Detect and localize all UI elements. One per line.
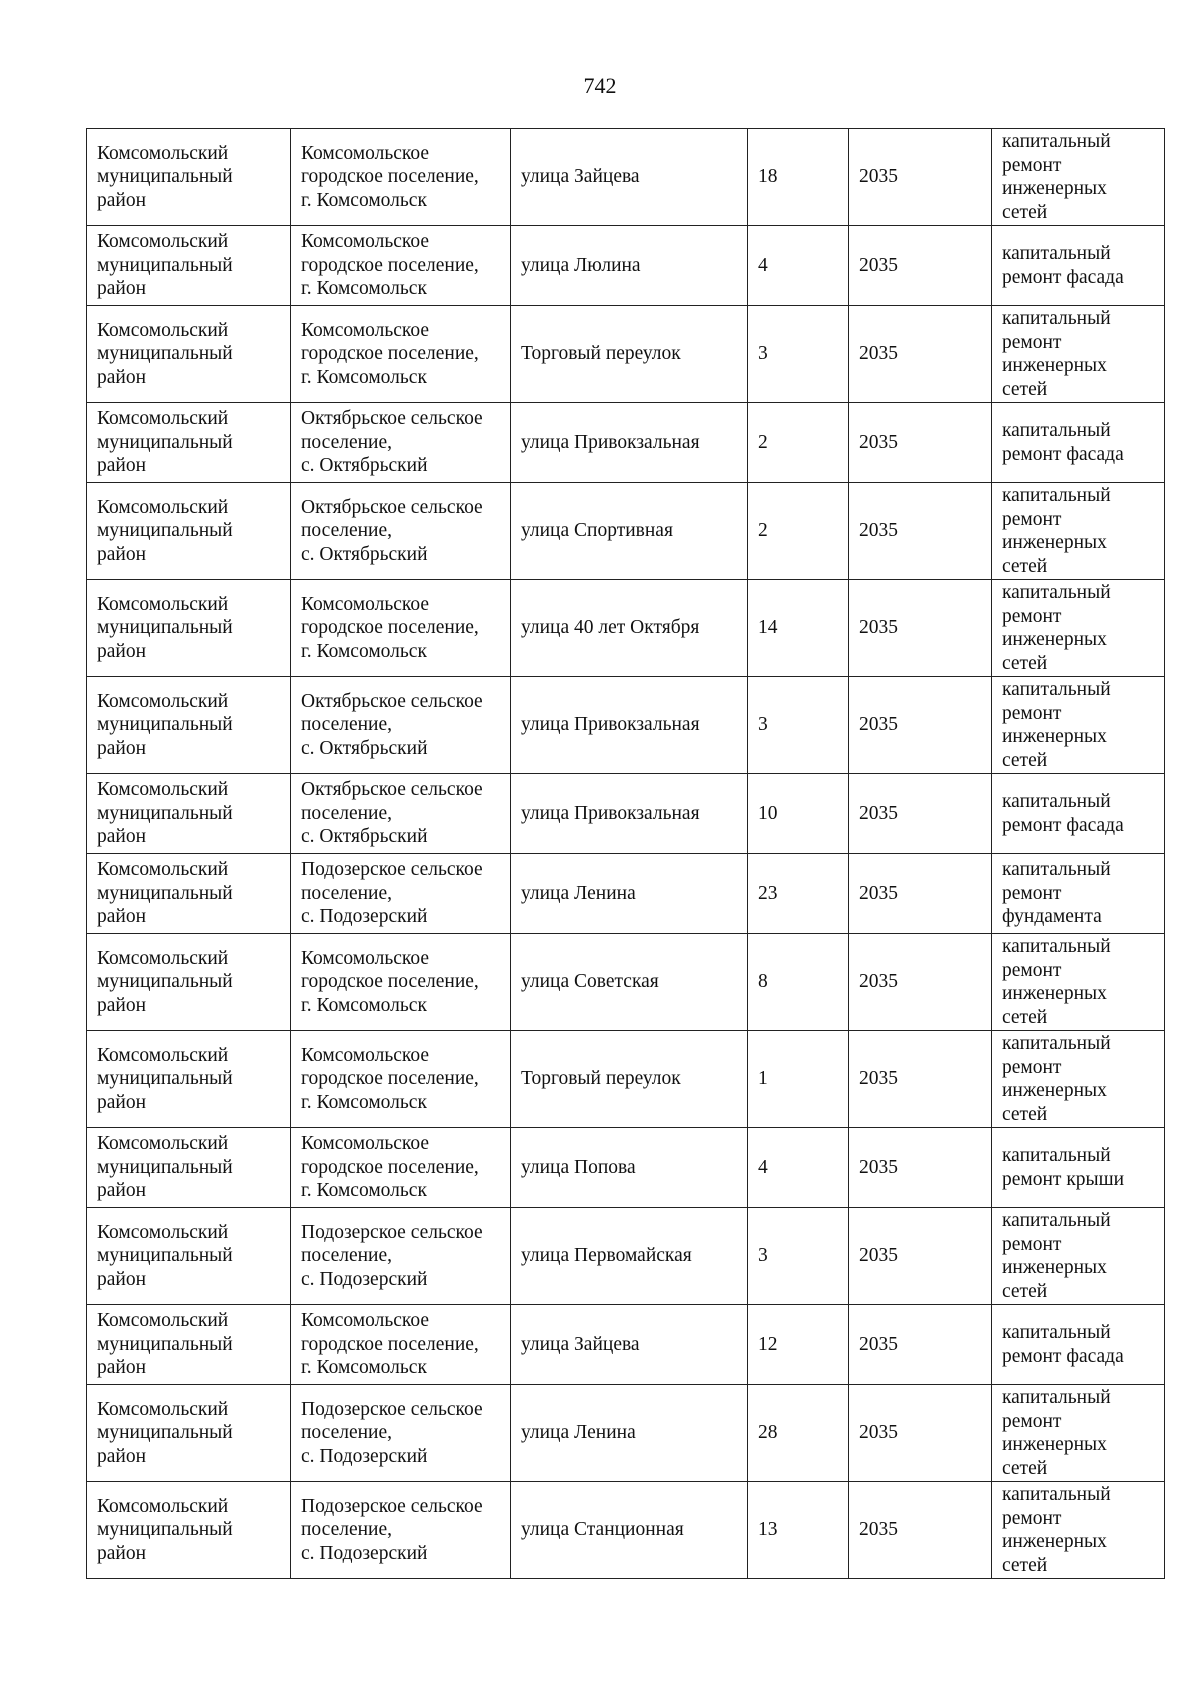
district-cell: Комсомольский муниципальный район — [87, 774, 291, 854]
district-cell: Комсомольский муниципальный район — [87, 306, 291, 403]
settlement-cell: Подозерское сельское поселение, с. Подозерский — [291, 1208, 511, 1305]
house-number-cell: 4 — [748, 226, 849, 306]
repair-schedule-table — [86, 128, 1165, 1579]
work-type-cell: капитальный ремонт инженерных сетей — [992, 1385, 1165, 1482]
work-type-cell: капитальный ремонт фундамента — [992, 854, 1165, 934]
street-cell: улица Привокзальная — [511, 403, 748, 483]
year-cell: 2035 — [849, 774, 992, 854]
work-type-cell: капитальный ремонт инженерных сетей — [992, 1208, 1165, 1305]
settlement-cell: Комсомольское городское поселение, г. Комсомольск — [291, 580, 511, 677]
table-row — [87, 774, 1165, 854]
house-number-cell: 10 — [748, 774, 849, 854]
table-row — [87, 129, 1165, 226]
district-cell: Комсомольский муниципальный район — [87, 483, 291, 580]
house-number-cell: 12 — [748, 1305, 849, 1385]
street-cell: улица Привокзальная — [511, 677, 748, 774]
district-cell: Комсомольский муниципальный район — [87, 226, 291, 306]
street-cell: улица Советская — [511, 934, 748, 1031]
house-number-cell: 2 — [748, 483, 849, 580]
work-type-cell: капитальный ремонт инженерных сетей — [992, 580, 1165, 677]
house-number-cell: 1 — [748, 1031, 849, 1128]
table-row — [87, 1482, 1165, 1579]
table-row — [87, 1305, 1165, 1385]
settlement-cell: Подозерское сельское поселение, с. Подозерский — [291, 1482, 511, 1579]
table-row — [87, 580, 1165, 677]
street-cell: улица Привокзальная — [511, 774, 748, 854]
district-cell: Комсомольский муниципальный район — [87, 403, 291, 483]
street-cell: улица Попова — [511, 1128, 748, 1208]
table-row — [87, 677, 1165, 774]
settlement-cell: Комсомольское городское поселение, г. Комсомольск — [291, 1305, 511, 1385]
settlement-cell: Подозерское сельское поселение, с. Подозерский — [291, 1385, 511, 1482]
district-cell: Комсомольский муниципальный район — [87, 1208, 291, 1305]
street-cell: улица Зайцева — [511, 1305, 748, 1385]
street-cell: улица Люлина — [511, 226, 748, 306]
settlement-cell: Подозерское сельское поселение, с. Подозерский — [291, 854, 511, 934]
year-cell: 2035 — [849, 1031, 992, 1128]
district-cell: Комсомольский муниципальный район — [87, 934, 291, 1031]
settlement-cell: Комсомольское городское поселение, г. Комсомольск — [291, 1031, 511, 1128]
year-cell: 2035 — [849, 226, 992, 306]
table-row — [87, 226, 1165, 306]
work-type-cell: капитальный ремонт инженерных сетей — [992, 129, 1165, 226]
street-cell: улица Зайцева — [511, 129, 748, 226]
district-cell: Комсомольский муниципальный район — [87, 1128, 291, 1208]
table-row — [87, 1385, 1165, 1482]
table-row — [87, 403, 1165, 483]
table-row — [87, 934, 1165, 1031]
district-cell: Комсомольский муниципальный район — [87, 854, 291, 934]
house-number-cell: 2 — [748, 403, 849, 483]
district-cell: Комсомольский муниципальный район — [87, 1305, 291, 1385]
work-type-cell: капитальный ремонт инженерных сетей — [992, 306, 1165, 403]
year-cell: 2035 — [849, 580, 992, 677]
district-cell: Комсомольский муниципальный район — [87, 580, 291, 677]
house-number-cell: 3 — [748, 306, 849, 403]
year-cell: 2035 — [849, 403, 992, 483]
work-type-cell: капитальный ремонт фасада — [992, 403, 1165, 483]
settlement-cell: Октябрьское сельское поселение, с. Октябрьский — [291, 774, 511, 854]
house-number-cell: 8 — [748, 934, 849, 1031]
house-number-cell: 14 — [748, 580, 849, 677]
street-cell: улица Ленина — [511, 1385, 748, 1482]
work-type-cell: капитальный ремонт фасада — [992, 1305, 1165, 1385]
district-cell: Комсомольский муниципальный район — [87, 1385, 291, 1482]
year-cell: 2035 — [849, 1305, 992, 1385]
settlement-cell: Октябрьское сельское поселение, с. Октябрьский — [291, 677, 511, 774]
house-number-cell: 3 — [748, 677, 849, 774]
street-cell: улица Станционная — [511, 1482, 748, 1579]
table-row — [87, 1031, 1165, 1128]
table-row — [87, 1208, 1165, 1305]
year-cell: 2035 — [849, 129, 992, 226]
street-cell: улица Первомайская — [511, 1208, 748, 1305]
table-row — [87, 1128, 1165, 1208]
street-cell: Торговый переулок — [511, 306, 748, 403]
house-number-cell: 4 — [748, 1128, 849, 1208]
house-number-cell: 18 — [748, 129, 849, 226]
house-number-cell: 3 — [748, 1208, 849, 1305]
work-type-cell: капитальный ремонт крыши — [992, 1128, 1165, 1208]
work-type-cell: капитальный ремонт инженерных сетей — [992, 677, 1165, 774]
table-row — [87, 306, 1165, 403]
work-type-cell: капитальный ремонт фасада — [992, 226, 1165, 306]
settlement-cell: Комсомольское городское поселение, г. Комсомольск — [291, 934, 511, 1031]
year-cell: 2035 — [849, 1128, 992, 1208]
page-number: 742 — [583, 73, 617, 98]
street-cell: улица 40 лет Октября — [511, 580, 748, 677]
settlement-cell: Октябрьское сельское поселение, с. Октябрьский — [291, 403, 511, 483]
house-number-cell: 28 — [748, 1385, 849, 1482]
district-cell: Комсомольский муниципальный район — [87, 677, 291, 774]
work-type-cell: капитальный ремонт инженерных сетей — [992, 1031, 1165, 1128]
street-cell: Торговый переулок — [511, 1031, 748, 1128]
year-cell: 2035 — [849, 1385, 992, 1482]
work-type-cell: капитальный ремонт инженерных сетей — [992, 483, 1165, 580]
year-cell: 2035 — [849, 306, 992, 403]
work-type-cell: капитальный ремонт фасада — [992, 774, 1165, 854]
district-cell: Комсомольский муниципальный район — [87, 1031, 291, 1128]
settlement-cell: Комсомольское городское поселение, г. Комсомольск — [291, 306, 511, 403]
work-type-cell: капитальный ремонт инженерных сетей — [992, 1482, 1165, 1579]
year-cell: 2035 — [849, 1482, 992, 1579]
street-cell: улица Спортивная — [511, 483, 748, 580]
district-cell: Комсомольский муниципальный район — [87, 129, 291, 226]
table-row — [87, 854, 1165, 934]
year-cell: 2035 — [849, 1208, 992, 1305]
year-cell: 2035 — [849, 934, 992, 1031]
year-cell: 2035 — [849, 677, 992, 774]
work-type-cell: капитальный ремонт инженерных сетей — [992, 934, 1165, 1031]
street-cell: улица Ленина — [511, 854, 748, 934]
settlement-cell: Октябрьское сельское поселение, с. Октябрьский — [291, 483, 511, 580]
house-number-cell: 13 — [748, 1482, 849, 1579]
year-cell: 2035 — [849, 483, 992, 580]
district-cell: Комсомольский муниципальный район — [87, 1482, 291, 1579]
house-number-cell: 23 — [748, 854, 849, 934]
table-row — [87, 483, 1165, 580]
settlement-cell: Комсомольское городское поселение, г. Комсомольск — [291, 226, 511, 306]
settlement-cell: Комсомольское городское поселение, г. Комсомольск — [291, 1128, 511, 1208]
year-cell: 2035 — [849, 854, 992, 934]
settlement-cell: Комсомольское городское поселение, г. Комсомольск — [291, 129, 511, 226]
